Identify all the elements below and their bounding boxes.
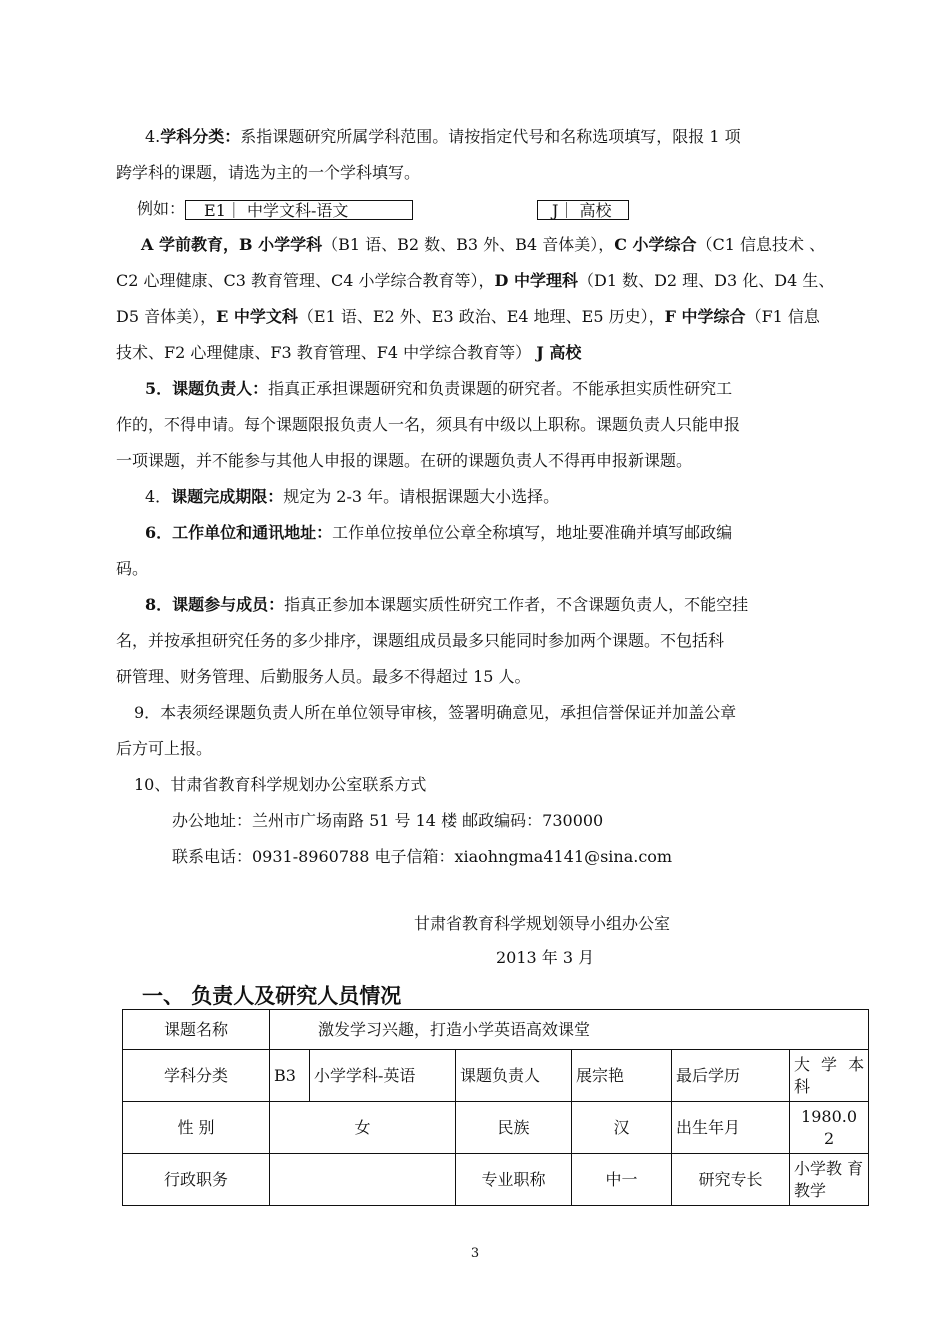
cell-gender: 女 [270,1102,456,1154]
cell-education: 大 学 本 科 [790,1050,869,1102]
item4b-line: 4．课题完成期限：规定为 2-3 年。请根据课题大小选择。 [145,487,560,506]
cell-label: 学科分类 [123,1050,270,1102]
cell-label: 性 别 [123,1102,270,1154]
item8-line3: 研管理、财务管理、后勤服务人员。最多不得超过 15 人。 [116,667,531,686]
categories-line4: 技术、F2 心理健康、F3 教育管理、F4 中学综合教育等） J 高校 [116,343,582,362]
item10-contact: 联系电话：0931-8960788 电子信箱：xiaohngma4141@sina.com [172,847,673,866]
signature-org: 甘肃省教育科学规划领导小组办公室 [414,914,671,933]
cell-subject: 小学学科-英语 [310,1050,456,1102]
signature-date: 2013 年 3 月 [496,948,595,967]
cell-label: 出生年月 [672,1102,790,1154]
cell-label: 研究专长 [672,1154,790,1206]
cell-leader: 展宗艳 [572,1050,672,1102]
cell-birth: 1980.0 2 [790,1102,869,1154]
item6-line2: 码。 [116,559,149,578]
cell-label: 最后学历 [672,1050,790,1102]
cell-label: 民族 [456,1102,572,1154]
cell-project-name: 激发学习兴趣，打造小学英语高效课堂 [270,1010,869,1050]
cell-specialty: 小学教 育教学 [790,1154,869,1206]
cell-title: 中一 [572,1154,672,1206]
item5-line2: 作的，不得申请。每个课题限报负责人一名，须具有中级以上职称。课题负责人只能申报 [116,415,741,434]
example-box-e1: E1｜ 中学文科-语文 [185,200,413,220]
item5-line1: 5．课题负责人：指真正承担课题研究和负责课题的研究者。不能承担实质性研究工 [145,379,733,398]
table-row [123,1102,869,1154]
item10-title: 10、甘肃省教育科学规划办公室联系方式 [134,775,427,794]
table-row [123,1010,869,1050]
item6-line1: 6．工作单位和通讯地址：工作单位按单位公章全称填写，地址要准确并填写邮政编 [145,523,733,542]
item4-line2: 跨学科的课题，请选为主的一个学科填写。 [116,163,421,182]
categories-line1: A 学前教育，B 小学学科（B1 语、B2 数、B3 外、B4 音体美），C 小学综合（C1 信息技术 、 [141,235,826,254]
item8-line2: 名，并按承担研究任务的多少排序，课题组成员最多只能同时参加两个课题。不包括科 [116,631,725,650]
cell-label: 行政职务 [123,1154,270,1206]
item8-line1: 8．课题参与成员：指真正参加本课题实质性研究工作者，不含课题负责人，不能空挂 [145,595,749,614]
item4-line1: 4.学科分类：系指课题研究所属学科范围。请按指定代号和名称选项填写，限报 1 项 [145,127,741,146]
item10-address: 办公地址：兰州市广场南路 51 号 14 楼 邮政编码：730000 [172,811,604,830]
page-number: 3 [470,1246,480,1261]
cell-label: 课题名称 [123,1010,270,1050]
info-table [122,1009,869,1206]
example-box-j: J｜ 高校 [537,200,629,220]
example-line: 例如： E1｜ 中学文科-语文 J｜ 高校 [137,198,629,220]
cell-label: 课题负责人 [456,1050,572,1102]
item9-line1: 9．本表须经课题负责人所在单位领导审核，签署明确意见，承担信誉保证并加盖公章 [134,703,737,722]
table-row [123,1050,869,1102]
categories-line3: D5 音体美），E 中学文科（E1 语、E2 外、E3 政治、E4 地理、E5 历史），F 中学综合（F1 信息 [116,307,820,326]
categories-line2: C2 心理健康、C3 教育管理、C4 小学综合教育等），D 中学理科（D1 数、D2 理、D3 化、D4 生、 [116,271,835,290]
cell-ethnic: 汉 [572,1102,672,1154]
table-row [123,1154,869,1206]
item5-line3: 一项课题，并不能参与其他人申报的课题。在研的课题负责人不得再申报新课题。 [116,451,693,470]
cell-label: 专业职称 [456,1154,572,1206]
item9-line2: 后方可上报。 [116,739,213,758]
section-title: 一、 负责人及研究人员情况 [142,984,402,1008]
cell-admin-post [270,1154,456,1206]
cell-subject-code: B3 [270,1050,310,1102]
